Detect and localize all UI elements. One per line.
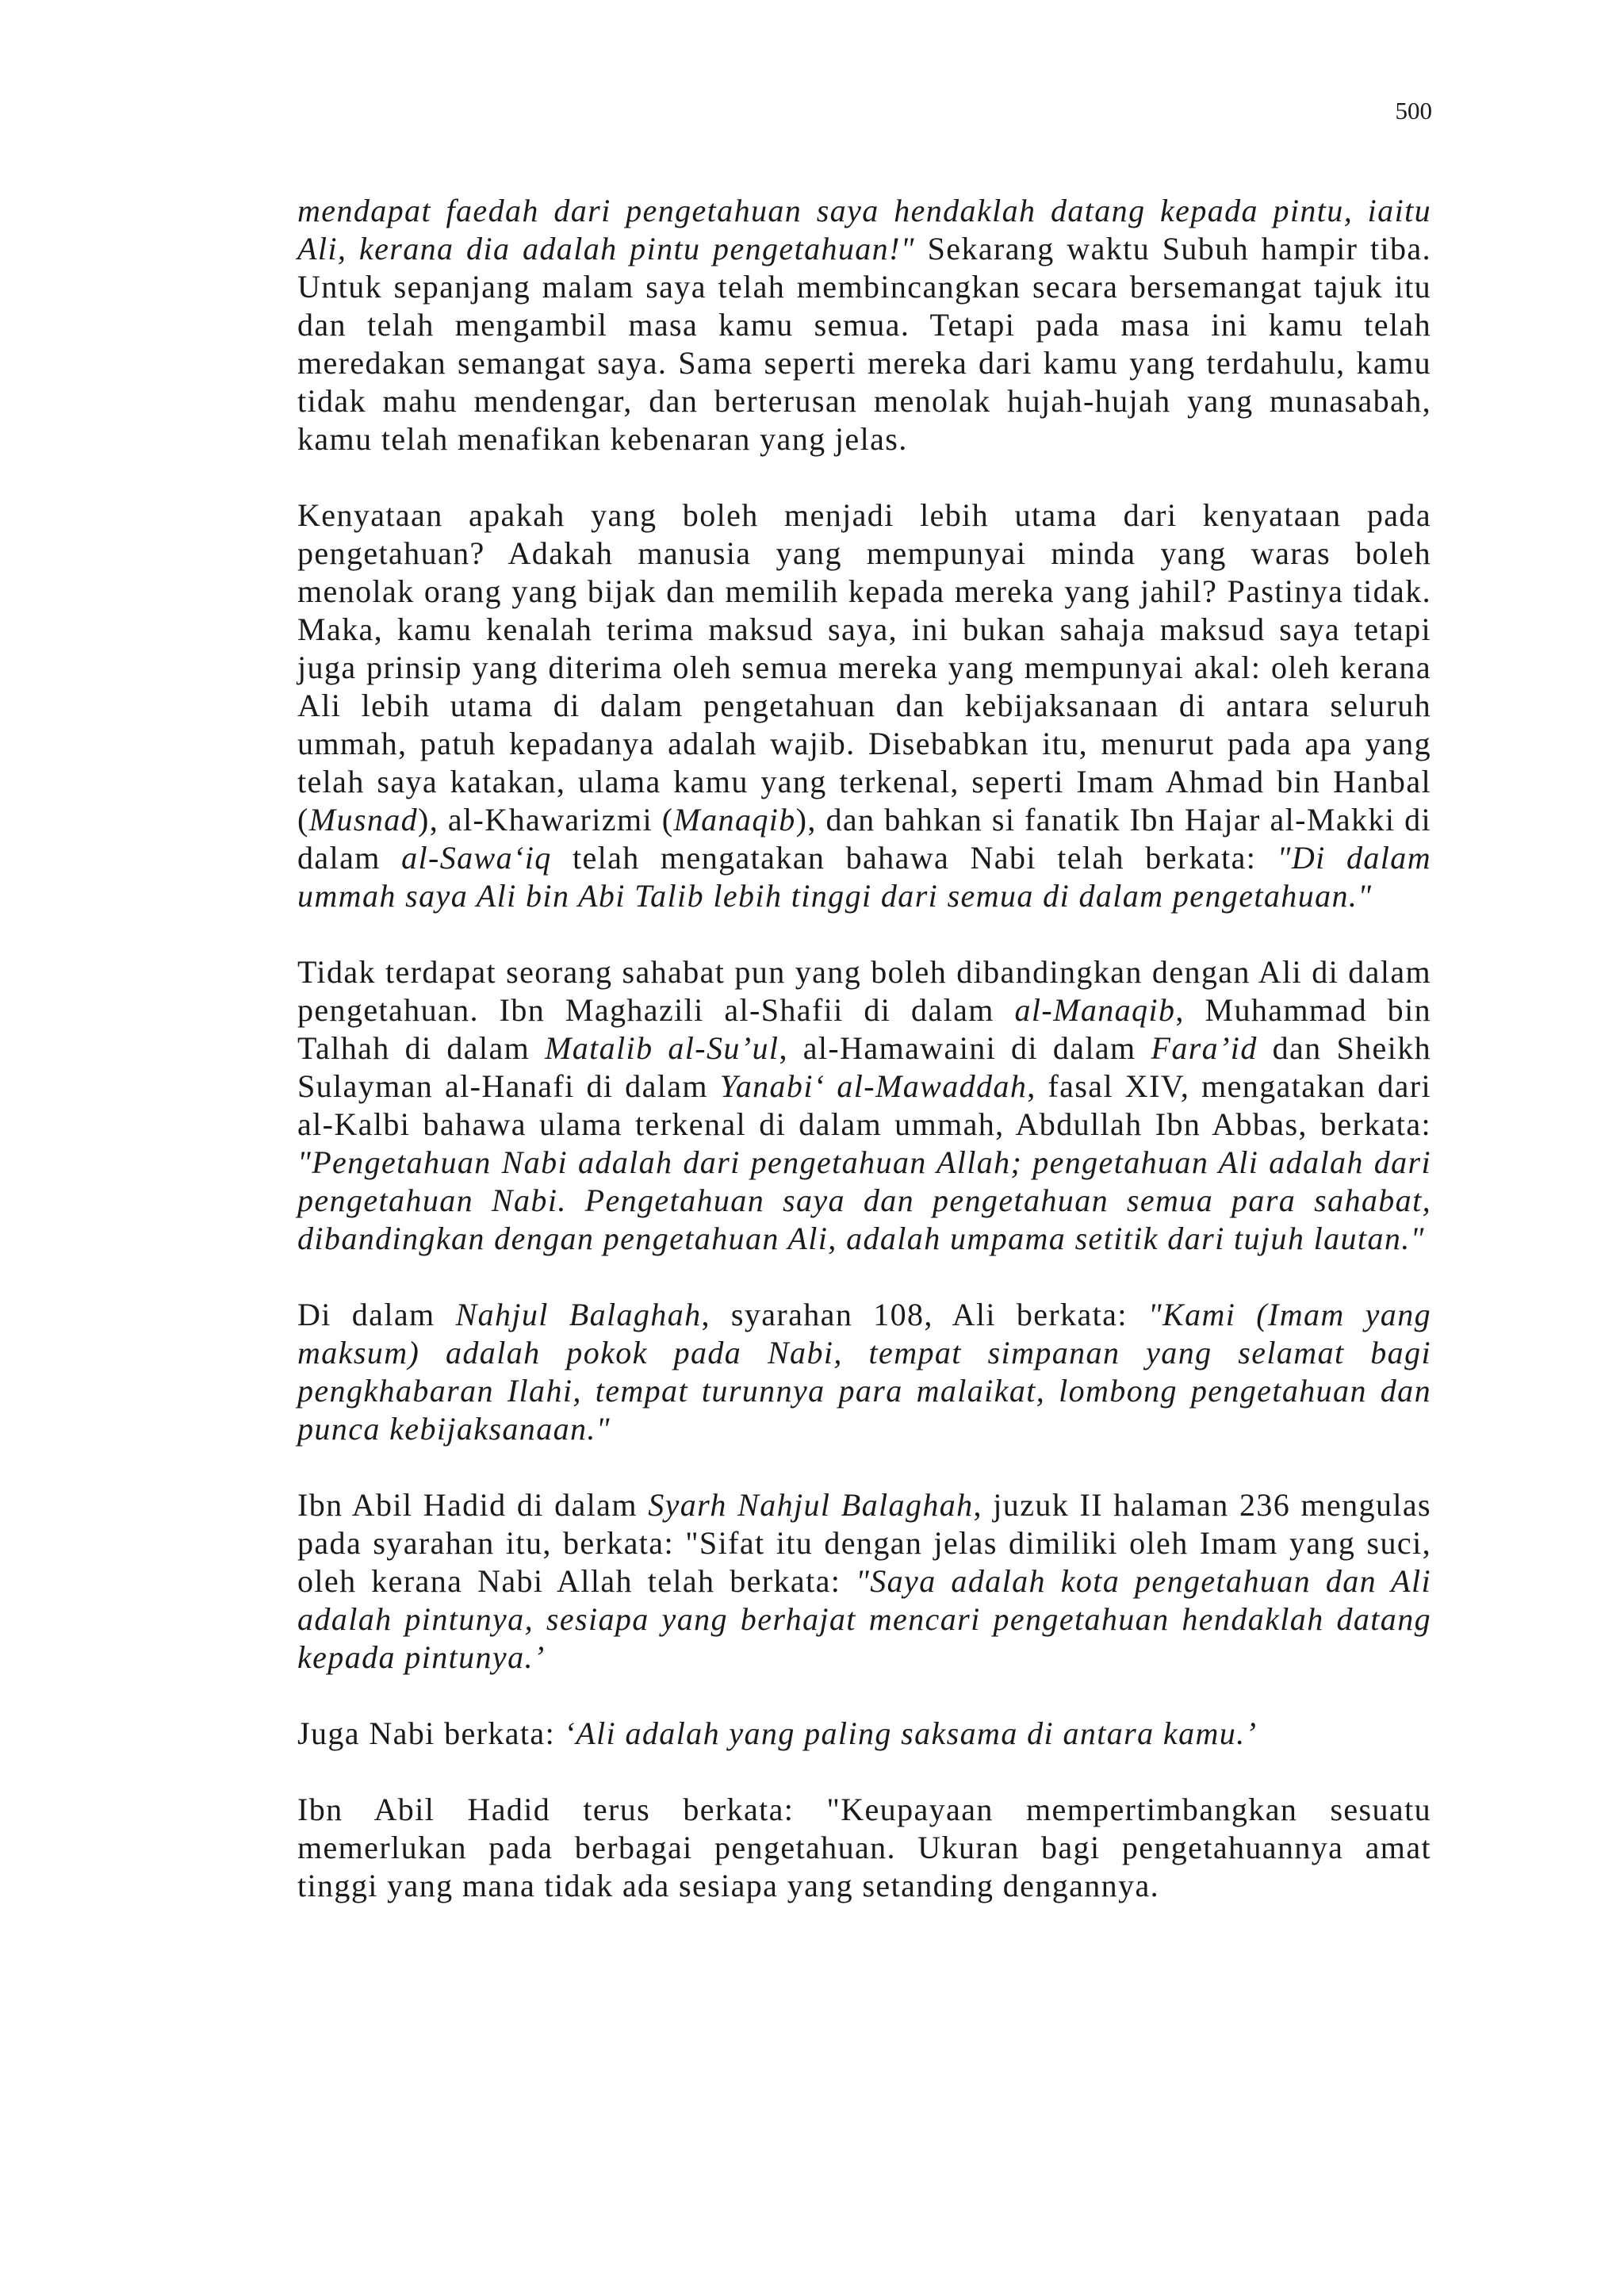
text-segment: , al-Hamawaini di dalam bbox=[779, 1030, 1151, 1066]
book-title: al-Sawa‘iq bbox=[401, 840, 552, 876]
text-segment: Ibn Abil Hadid di dalam bbox=[297, 1487, 649, 1523]
paragraph-7 bbox=[297, 1791, 1431, 1905]
text-segment: , syarahan 108, Ali berkata: bbox=[701, 1297, 1148, 1332]
paragraph-4 bbox=[297, 1296, 1431, 1448]
page-number: 500 bbox=[1395, 97, 1432, 125]
text-segment: , fasal XIV, mengatakan dari al-Kalbi bahawa ulama terkenal di dalam ummah, Abdullah Ibn Abbas, berkata: bbox=[297, 1068, 1431, 1142]
text-segment: Tidak terdapat seorang sahabat pun yang boleh dibandingkan dengan Ali di dalam pengetahuan. Ibn Maghazili al-Shafii di dalam bbox=[297, 954, 1431, 1028]
book-title: Yanabi‘ al-Mawaddah bbox=[719, 1068, 1028, 1104]
quotation: ‘Ali adalah yang paling saksama di antara kamu.’ bbox=[564, 1715, 1258, 1751]
text-segment: telah mengatakan bahawa Nabi telah berkata: bbox=[551, 840, 1277, 876]
text-segment: Kenyataan apakah yang boleh menjadi lebih utama dari kenyataan pada pengetahuan? Adakah manusia yang mempunyai minda yang waras boleh menolak orang yang bijak dan memilih kepada mereka yang jahil? Pastinya tidak. Maka, kamu kenalah terima maksud saya, ini bukan sahaja maksud saya tetapi juga prinsip yang diterima oleh semua mereka yang mempunyai akal: oleh kerana Ali lebih utama di dalam pengetahuan dan kebijaksanaan di antara seluruh ummah, patuh kepadanya adalah wajib. Disebabkan itu, menurut pada apa yang telah saya katakan, ulama kamu yang terkenal, seperti Imam Ahmad bin Hanbal ( bbox=[297, 497, 1431, 838]
text-segment: Di dalam bbox=[297, 1297, 456, 1332]
page-body bbox=[297, 192, 1431, 1905]
quotation: "Pengetahuan Nabi adalah dari pengetahuan Allah; pengetahuan Ali adalah dari pengetahuan Nabi. Pengetahuan saya dan pengetahuan semua para sahabat, dibandingkan dengan pengetahuan Ali, adalah umpama setitik dari tujuh lautan." bbox=[297, 1144, 1431, 1256]
quotation: "Saya adalah kota pengetahuan dan Ali adalah pintunya, sesiapa yang berhajat mencari pengetahuan hendaklah datang kepada pintunya.’ bbox=[297, 1563, 1431, 1675]
text-segment: Sekarang waktu Subuh hampir tiba. Untuk sepanjang malam saya telah membincangkan secara bersemangat tajuk itu dan telah mengambil masa kamu semua. Tetapi pada masa ini kamu telah meredakan semangat saya. Sama seperti mereka dari kamu yang terdahulu, kamu tidak mahu mendengar, dan berterusan menolak hujah-hujah yang munasabah, kamu telah menafikan kebenaran yang jelas. bbox=[297, 231, 1431, 457]
book-title: Matalib al-Su’ul bbox=[545, 1030, 779, 1066]
text-segment: , Muhammad bin Talhah di dalam bbox=[297, 992, 1431, 1066]
book-title: al-Manaqib bbox=[1014, 992, 1176, 1028]
book-title: Manaqib bbox=[673, 802, 796, 838]
text-segment: , juzuk II halaman 236 mengulas pada syarahan itu, berkata: "Sifat itu dengan jelas dimiliki oleh Imam yang suci, oleh kerana Nabi Allah telah berkata: bbox=[297, 1487, 1431, 1599]
paragraph-2 bbox=[297, 496, 1431, 915]
paragraph-3 bbox=[297, 953, 1431, 1258]
quotation: "Kami (Imam yang maksum) adalah pokok pada Nabi, tempat simpanan yang selamat bagi pengkhabaran Ilahi, tempat turunnya para malaikat, lombong pengetahuan dan punca kebijaksanaan." bbox=[297, 1297, 1432, 1447]
paragraph-6 bbox=[297, 1715, 1431, 1753]
book-title: Fara’id bbox=[1151, 1030, 1258, 1066]
text-segment: ), dan bahkan si fanatik Ibn Hajar al-Makki di dalam bbox=[297, 802, 1431, 876]
book-title: Nahjul Balaghah bbox=[455, 1297, 702, 1332]
book-title: Musnad bbox=[308, 802, 419, 838]
text-segment: Ibn Abil Hadid terus berkata: "Keupayaan mempertimbangkan sesuatu memerlukan pada berbagai pengetahuan. Ukuran bagi pengetahuannya amat tinggi yang mana tidak ada sesiapa yang setanding dengannya. bbox=[297, 1792, 1431, 1903]
quotation: "Di dalam ummah saya Ali bin Abi Talib lebih tinggi dari semua di dalam pengetahuan." bbox=[297, 840, 1431, 914]
paragraph-5 bbox=[297, 1486, 1431, 1677]
text-segment: dan Sheikh Sulayman al-Hanafi di dalam bbox=[297, 1030, 1431, 1104]
text-segment: ), al-Khawarizmi ( bbox=[418, 802, 674, 838]
paragraph-1 bbox=[297, 192, 1431, 458]
book-title: Syarh Nahjul Balaghah bbox=[648, 1487, 974, 1523]
text-segment: mendapat faedah dari pengetahuan saya hendaklah datang kepada pintu, iaitu Ali, kerana dia adalah pintu pengetahuan!" bbox=[297, 193, 1431, 266]
text-segment: Juga Nabi berkata: bbox=[297, 1715, 565, 1751]
